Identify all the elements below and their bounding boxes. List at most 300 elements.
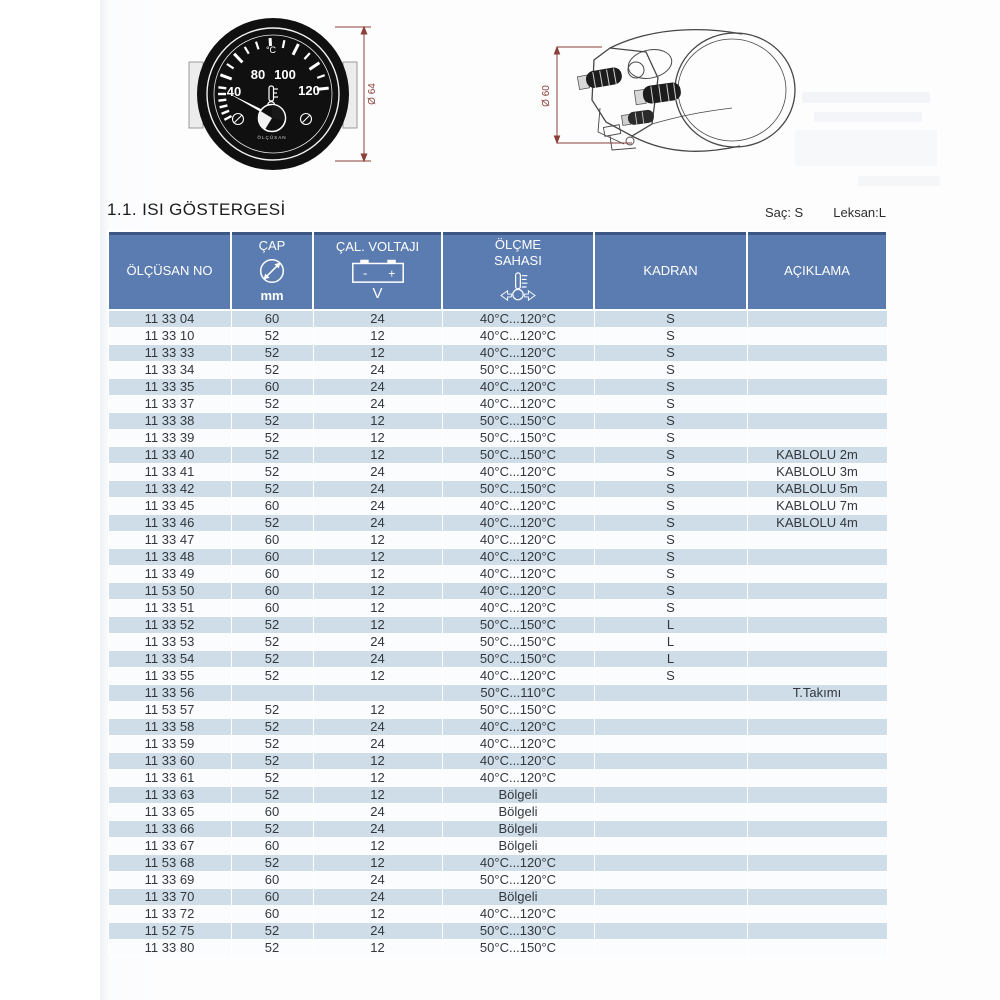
cell-no: 11 33 66 — [108, 821, 231, 838]
material-note-sac: Saç: S — [764, 205, 804, 220]
dial-label-100: 100 — [274, 67, 296, 82]
cell-no: 11 33 61 — [108, 770, 231, 787]
table-row — [108, 804, 887, 821]
cell-kadran: S — [594, 379, 747, 396]
cell-kadran — [594, 804, 747, 821]
cell-saha: Bölgeli — [442, 821, 594, 838]
table-row — [108, 362, 887, 379]
cell-cap: 52 — [231, 770, 313, 787]
cell-aciklama — [747, 668, 887, 685]
cell-kadran — [594, 821, 747, 838]
cell-kadran: S — [594, 430, 747, 447]
cell-no: 11 53 50 — [108, 583, 231, 600]
table-row — [108, 430, 887, 447]
cell-voltaji: 12 — [313, 549, 442, 566]
bleed-ghost — [795, 130, 937, 166]
cell-no: 11 33 51 — [108, 600, 231, 617]
cell-voltaji: 12 — [313, 702, 442, 719]
cell-no: 11 33 41 — [108, 464, 231, 481]
cell-voltaji: 24 — [313, 481, 442, 498]
cell-saha: 40°C...120°C — [442, 515, 594, 532]
table-row — [108, 906, 887, 923]
cell-aciklama — [747, 804, 887, 821]
cell-aciklama — [747, 872, 887, 889]
dial-brand-label: ÖLÇÜSAN — [257, 135, 287, 140]
cell-aciklama — [747, 906, 887, 923]
cell-voltaji: 24 — [313, 923, 442, 940]
cell-kadran: S — [594, 532, 747, 549]
cell-aciklama — [747, 345, 887, 362]
table-row — [108, 498, 887, 515]
cell-saha: 50°C...150°C — [442, 481, 594, 498]
cell-cap: 60 — [231, 804, 313, 821]
cell-saha: 40°C...120°C — [442, 566, 594, 583]
cell-cap: 52 — [231, 464, 313, 481]
cell-cap: 52 — [231, 736, 313, 753]
gauge-rear-drawing — [540, 20, 805, 170]
table-row — [108, 481, 887, 498]
table-row — [108, 668, 887, 685]
cell-no: 11 33 35 — [108, 379, 231, 396]
cell-voltaji: 12 — [313, 753, 442, 770]
cell-cap: 52 — [231, 702, 313, 719]
cell-saha: 50°C...150°C — [442, 634, 594, 651]
cell-kadran: S — [594, 328, 747, 345]
cell-aciklama — [747, 651, 887, 668]
cell-cap: 52 — [231, 481, 313, 498]
cell-saha: 50°C...150°C — [442, 362, 594, 379]
cell-voltaji: 24 — [313, 464, 442, 481]
cell-aciklama: KABLOLU 4m — [747, 515, 887, 532]
cell-voltaji: 12 — [313, 906, 442, 923]
cell-aciklama — [747, 940, 887, 957]
cell-saha: 50°C...150°C — [442, 617, 594, 634]
cell-cap: 52 — [231, 396, 313, 413]
cell-saha: 40°C...120°C — [442, 498, 594, 515]
dial-label-40: 40 — [226, 84, 242, 99]
cell-cap: 60 — [231, 889, 313, 906]
column-header-cal-voltaji: ÇAL. VOLTAJI - + V — [313, 231, 442, 310]
cell-kadran: S — [594, 447, 747, 464]
cell-saha: 50°C...150°C — [442, 430, 594, 447]
cell-no: 11 33 53 — [108, 634, 231, 651]
cell-voltaji: 12 — [313, 770, 442, 787]
table-row — [108, 515, 887, 532]
cell-no: 11 33 34 — [108, 362, 231, 379]
table-row — [108, 821, 887, 838]
cell-saha: 50°C...110°C — [442, 685, 594, 702]
cell-cap: 60 — [231, 600, 313, 617]
cell-kadran: S — [594, 362, 747, 379]
cell-saha: 40°C...120°C — [442, 906, 594, 923]
cell-kadran: S — [594, 345, 747, 362]
cell-cap: 52 — [231, 447, 313, 464]
cell-no: 11 33 63 — [108, 787, 231, 804]
cell-saha: 40°C...120°C — [442, 345, 594, 362]
cell-saha: 40°C...120°C — [442, 310, 594, 328]
column-header-olcusan-no: ÖLÇÜSAN NO — [108, 231, 231, 310]
cell-aciklama: T.Takımı — [747, 685, 887, 702]
cell-no: 11 33 67 — [108, 838, 231, 855]
table-row — [108, 753, 887, 770]
cell-kadran: S — [594, 668, 747, 685]
table-row — [108, 787, 887, 804]
cell-saha: Bölgeli — [442, 889, 594, 906]
cell-voltaji: 12 — [313, 413, 442, 430]
cell-saha: 40°C...120°C — [442, 668, 594, 685]
cell-no: 11 33 37 — [108, 396, 231, 413]
cell-voltaji: 24 — [313, 310, 442, 328]
cell-saha: Bölgeli — [442, 838, 594, 855]
cell-saha: 40°C...120°C — [442, 719, 594, 736]
cell-cap: 52 — [231, 634, 313, 651]
cell-aciklama — [747, 753, 887, 770]
cell-no: 11 33 42 — [108, 481, 231, 498]
cell-cap: 52 — [231, 940, 313, 957]
rear-diameter-label: Ø 60 — [541, 85, 552, 107]
cell-voltaji: 12 — [313, 328, 442, 345]
table-row — [108, 770, 887, 787]
cell-cap: 52 — [231, 345, 313, 362]
cell-saha: 50°C...150°C — [442, 651, 594, 668]
cell-kadran — [594, 855, 747, 872]
cell-saha: 40°C...120°C — [442, 583, 594, 600]
cell-kadran: S — [594, 549, 747, 566]
cell-aciklama — [747, 838, 887, 855]
cell-kadran: S — [594, 498, 747, 515]
cell-no: 11 33 69 — [108, 872, 231, 889]
cell-aciklama — [747, 379, 887, 396]
cell-kadran: S — [594, 464, 747, 481]
cell-saha: 50°C...150°C — [442, 940, 594, 957]
cell-cap: 52 — [231, 719, 313, 736]
cell-aciklama: KABLOLU 7m — [747, 498, 887, 515]
table-row — [108, 855, 887, 872]
cell-aciklama — [747, 362, 887, 379]
dial-label-80: 80 — [250, 67, 266, 82]
cell-aciklama — [747, 566, 887, 583]
cell-no: 11 33 65 — [108, 804, 231, 821]
cell-voltaji: 24 — [313, 515, 442, 532]
cell-kadran: S — [594, 515, 747, 532]
dial-label-120: 120 — [298, 83, 320, 98]
cell-aciklama — [747, 889, 887, 906]
cell-voltaji: 12 — [313, 668, 442, 685]
cell-cap: 60 — [231, 310, 313, 328]
cell-cap: 60 — [231, 872, 313, 889]
cell-aciklama: KABLOLU 2m — [747, 447, 887, 464]
table-row — [108, 413, 887, 430]
cell-no: 11 33 54 — [108, 651, 231, 668]
cell-kadran — [594, 906, 747, 923]
cell-voltaji: 12 — [313, 940, 442, 957]
cell-no: 11 33 56 — [108, 685, 231, 702]
cell-voltaji: 24 — [313, 379, 442, 396]
cell-no: 11 33 48 — [108, 549, 231, 566]
table-row — [108, 583, 887, 600]
cell-no: 11 53 68 — [108, 855, 231, 872]
table-row — [108, 702, 887, 719]
cell-kadran: S — [594, 413, 747, 430]
cell-aciklama — [747, 413, 887, 430]
cell-no: 11 33 72 — [108, 906, 231, 923]
cell-aciklama — [747, 702, 887, 719]
cell-aciklama — [747, 736, 887, 753]
cell-no: 11 33 58 — [108, 719, 231, 736]
cell-cap: 60 — [231, 566, 313, 583]
cell-cap: 60 — [231, 532, 313, 549]
cell-kadran: L — [594, 634, 747, 651]
cell-aciklama — [747, 634, 887, 651]
cell-saha: 40°C...120°C — [442, 379, 594, 396]
cell-kadran: L — [594, 617, 747, 634]
cell-no: 11 33 80 — [108, 940, 231, 957]
cell-voltaji: 12 — [313, 345, 442, 362]
cell-voltaji: 24 — [313, 821, 442, 838]
cell-cap: 60 — [231, 583, 313, 600]
cell-saha: Bölgeli — [442, 804, 594, 821]
cell-cap: 60 — [231, 549, 313, 566]
cell-no: 11 33 46 — [108, 515, 231, 532]
cell-saha: 40°C...120°C — [442, 600, 594, 617]
table-row — [108, 396, 887, 413]
cell-kadran — [594, 736, 747, 753]
cell-no: 11 33 04 — [108, 310, 231, 328]
cell-saha: 40°C...120°C — [442, 736, 594, 753]
front-diameter-label: Ø 64 — [367, 83, 378, 105]
thermometer-icon — [495, 270, 541, 304]
cell-cap: 52 — [231, 362, 313, 379]
material-note-leksan: Leksan:L — [833, 205, 886, 220]
cell-voltaji: 12 — [313, 787, 442, 804]
diameter-icon — [253, 255, 291, 287]
cell-saha: 50°C...130°C — [442, 923, 594, 940]
table-row — [108, 923, 887, 940]
table-row — [108, 872, 887, 889]
cell-no: 11 33 45 — [108, 498, 231, 515]
cell-voltaji: 12 — [313, 617, 442, 634]
cell-voltaji: 12 — [313, 838, 442, 855]
cell-kadran — [594, 753, 747, 770]
table-row — [108, 328, 887, 345]
cell-kadran: S — [594, 566, 747, 583]
cell-aciklama — [747, 600, 887, 617]
cell-aciklama — [747, 923, 887, 940]
cell-saha: 50°C...150°C — [442, 413, 594, 430]
cell-saha: 40°C...120°C — [442, 396, 594, 413]
cell-cap: 52 — [231, 855, 313, 872]
cell-kadran — [594, 685, 747, 702]
cell-voltaji: 12 — [313, 600, 442, 617]
cell-no: 11 33 49 — [108, 566, 231, 583]
cell-aciklama — [747, 396, 887, 413]
cell-voltaji: 24 — [313, 396, 442, 413]
cell-kadran — [594, 719, 747, 736]
cell-saha: 40°C...120°C — [442, 753, 594, 770]
table-row — [108, 685, 887, 702]
table-row — [108, 345, 887, 362]
cell-no: 11 33 38 — [108, 413, 231, 430]
cell-voltaji: 12 — [313, 447, 442, 464]
table-row — [108, 617, 887, 634]
gauge-hub — [258, 105, 285, 132]
cell-aciklama — [747, 310, 887, 328]
cell-saha: 50°C...120°C — [442, 872, 594, 889]
cell-saha: 50°C...150°C — [442, 447, 594, 464]
cell-no: 11 33 70 — [108, 889, 231, 906]
cell-voltaji: 24 — [313, 804, 442, 821]
table-row — [108, 651, 887, 668]
cell-saha: 40°C...120°C — [442, 532, 594, 549]
cell-no: 11 33 52 — [108, 617, 231, 634]
table-row — [108, 736, 887, 753]
battery-plus-label: + — [387, 266, 395, 281]
cell-no: 11 52 75 — [108, 923, 231, 940]
cell-voltaji — [313, 685, 442, 702]
cell-voltaji: 24 — [313, 362, 442, 379]
cell-aciklama: KABLOLU 5m — [747, 481, 887, 498]
cell-cap: 52 — [231, 430, 313, 447]
cell-voltaji: 12 — [313, 532, 442, 549]
cell-kadran — [594, 787, 747, 804]
cell-cap: 52 — [231, 923, 313, 940]
cell-cap: 60 — [231, 498, 313, 515]
cell-kadran — [594, 702, 747, 719]
cell-voltaji: 24 — [313, 634, 442, 651]
cell-cap: 52 — [231, 515, 313, 532]
cell-aciklama — [747, 532, 887, 549]
cell-kadran: S — [594, 583, 747, 600]
bleed-ghost — [814, 112, 922, 122]
table-row — [108, 549, 887, 566]
cell-kadran — [594, 923, 747, 940]
cell-saha: 40°C...120°C — [442, 770, 594, 787]
cell-no: 11 33 40 — [108, 447, 231, 464]
cell-no: 11 33 39 — [108, 430, 231, 447]
cell-aciklama — [747, 328, 887, 345]
cell-aciklama — [747, 583, 887, 600]
cell-cap: 60 — [231, 906, 313, 923]
table-row — [108, 719, 887, 736]
table-row — [108, 379, 887, 396]
table-body — [108, 310, 887, 957]
cell-cap: 52 — [231, 651, 313, 668]
table-row — [108, 838, 887, 855]
cell-voltaji: 12 — [313, 583, 442, 600]
cell-saha: Bölgeli — [442, 787, 594, 804]
cell-voltaji: 24 — [313, 872, 442, 889]
cell-kadran — [594, 770, 747, 787]
dial-unit-label: °C — [265, 45, 277, 55]
cell-aciklama: KABLOLU 3m — [747, 464, 887, 481]
table-row — [108, 532, 887, 549]
cell-cap: 52 — [231, 753, 313, 770]
cell-no: 11 53 57 — [108, 702, 231, 719]
cell-cap — [231, 685, 313, 702]
column-header-aciklama: AÇIKLAMA — [747, 231, 887, 310]
cell-cap: 52 — [231, 617, 313, 634]
cell-no: 11 33 55 — [108, 668, 231, 685]
cell-no: 11 33 59 — [108, 736, 231, 753]
cell-voltaji: 12 — [313, 855, 442, 872]
table-row — [108, 600, 887, 617]
cell-no: 11 33 10 — [108, 328, 231, 345]
product-table — [107, 230, 888, 957]
cell-aciklama — [747, 787, 887, 804]
cell-aciklama — [747, 855, 887, 872]
cell-aciklama — [747, 821, 887, 838]
column-header-cap: ÇAP mm — [231, 231, 313, 310]
cell-saha: 40°C...120°C — [442, 328, 594, 345]
cell-kadran — [594, 872, 747, 889]
column-header-olcme-sahasi: ÖLÇME SAHASI — [442, 231, 594, 310]
cell-kadran — [594, 889, 747, 906]
header-row — [108, 231, 887, 310]
cell-kadran — [594, 940, 747, 957]
cell-cap: 52 — [231, 328, 313, 345]
cell-voltaji: 24 — [313, 719, 442, 736]
table-row — [108, 940, 887, 957]
cell-no: 11 33 47 — [108, 532, 231, 549]
gauge-front-drawing — [185, 12, 385, 182]
cell-cap: 60 — [231, 379, 313, 396]
cell-cap: 52 — [231, 668, 313, 685]
cell-voltaji: 24 — [313, 651, 442, 668]
table-row — [108, 464, 887, 481]
cell-aciklama — [747, 430, 887, 447]
cell-voltaji: 12 — [313, 566, 442, 583]
cell-aciklama — [747, 770, 887, 787]
cell-saha: 40°C...120°C — [442, 549, 594, 566]
bleed-ghost — [858, 176, 940, 186]
cell-kadran: S — [594, 481, 747, 498]
cell-no: 11 33 60 — [108, 753, 231, 770]
table-row — [108, 566, 887, 583]
rear-housing — [592, 30, 795, 152]
cell-no: 11 33 33 — [108, 345, 231, 362]
cell-kadran: S — [594, 600, 747, 617]
cell-cap: 52 — [231, 413, 313, 430]
material-note — [765, 205, 886, 220]
bleed-ghost — [802, 92, 930, 103]
cell-saha: 40°C...120°C — [442, 464, 594, 481]
cell-cap: 52 — [231, 821, 313, 838]
cell-aciklama — [747, 719, 887, 736]
cell-voltaji: 24 — [313, 889, 442, 906]
cell-kadran — [594, 838, 747, 855]
table-row — [108, 634, 887, 651]
cell-aciklama — [747, 617, 887, 634]
table-row — [108, 310, 887, 328]
battery-minus-label: - — [362, 265, 367, 281]
cell-voltaji: 24 — [313, 498, 442, 515]
cell-saha: 40°C...120°C — [442, 855, 594, 872]
cell-voltaji: 12 — [313, 430, 442, 447]
battery-icon — [345, 256, 411, 284]
cell-kadran: L — [594, 651, 747, 668]
table-row — [108, 889, 887, 906]
cell-cap: 60 — [231, 838, 313, 855]
cell-kadran: S — [594, 396, 747, 413]
cell-voltaji: 24 — [313, 736, 442, 753]
column-header-kadran: KADRAN — [594, 231, 747, 310]
page-title: 1.1. ISI GÖSTERGESİ — [107, 200, 286, 219]
cell-aciklama — [747, 549, 887, 566]
cell-saha: 50°C...150°C — [442, 702, 594, 719]
cell-cap: 52 — [231, 787, 313, 804]
table-row — [108, 447, 887, 464]
cell-kadran: S — [594, 310, 747, 328]
